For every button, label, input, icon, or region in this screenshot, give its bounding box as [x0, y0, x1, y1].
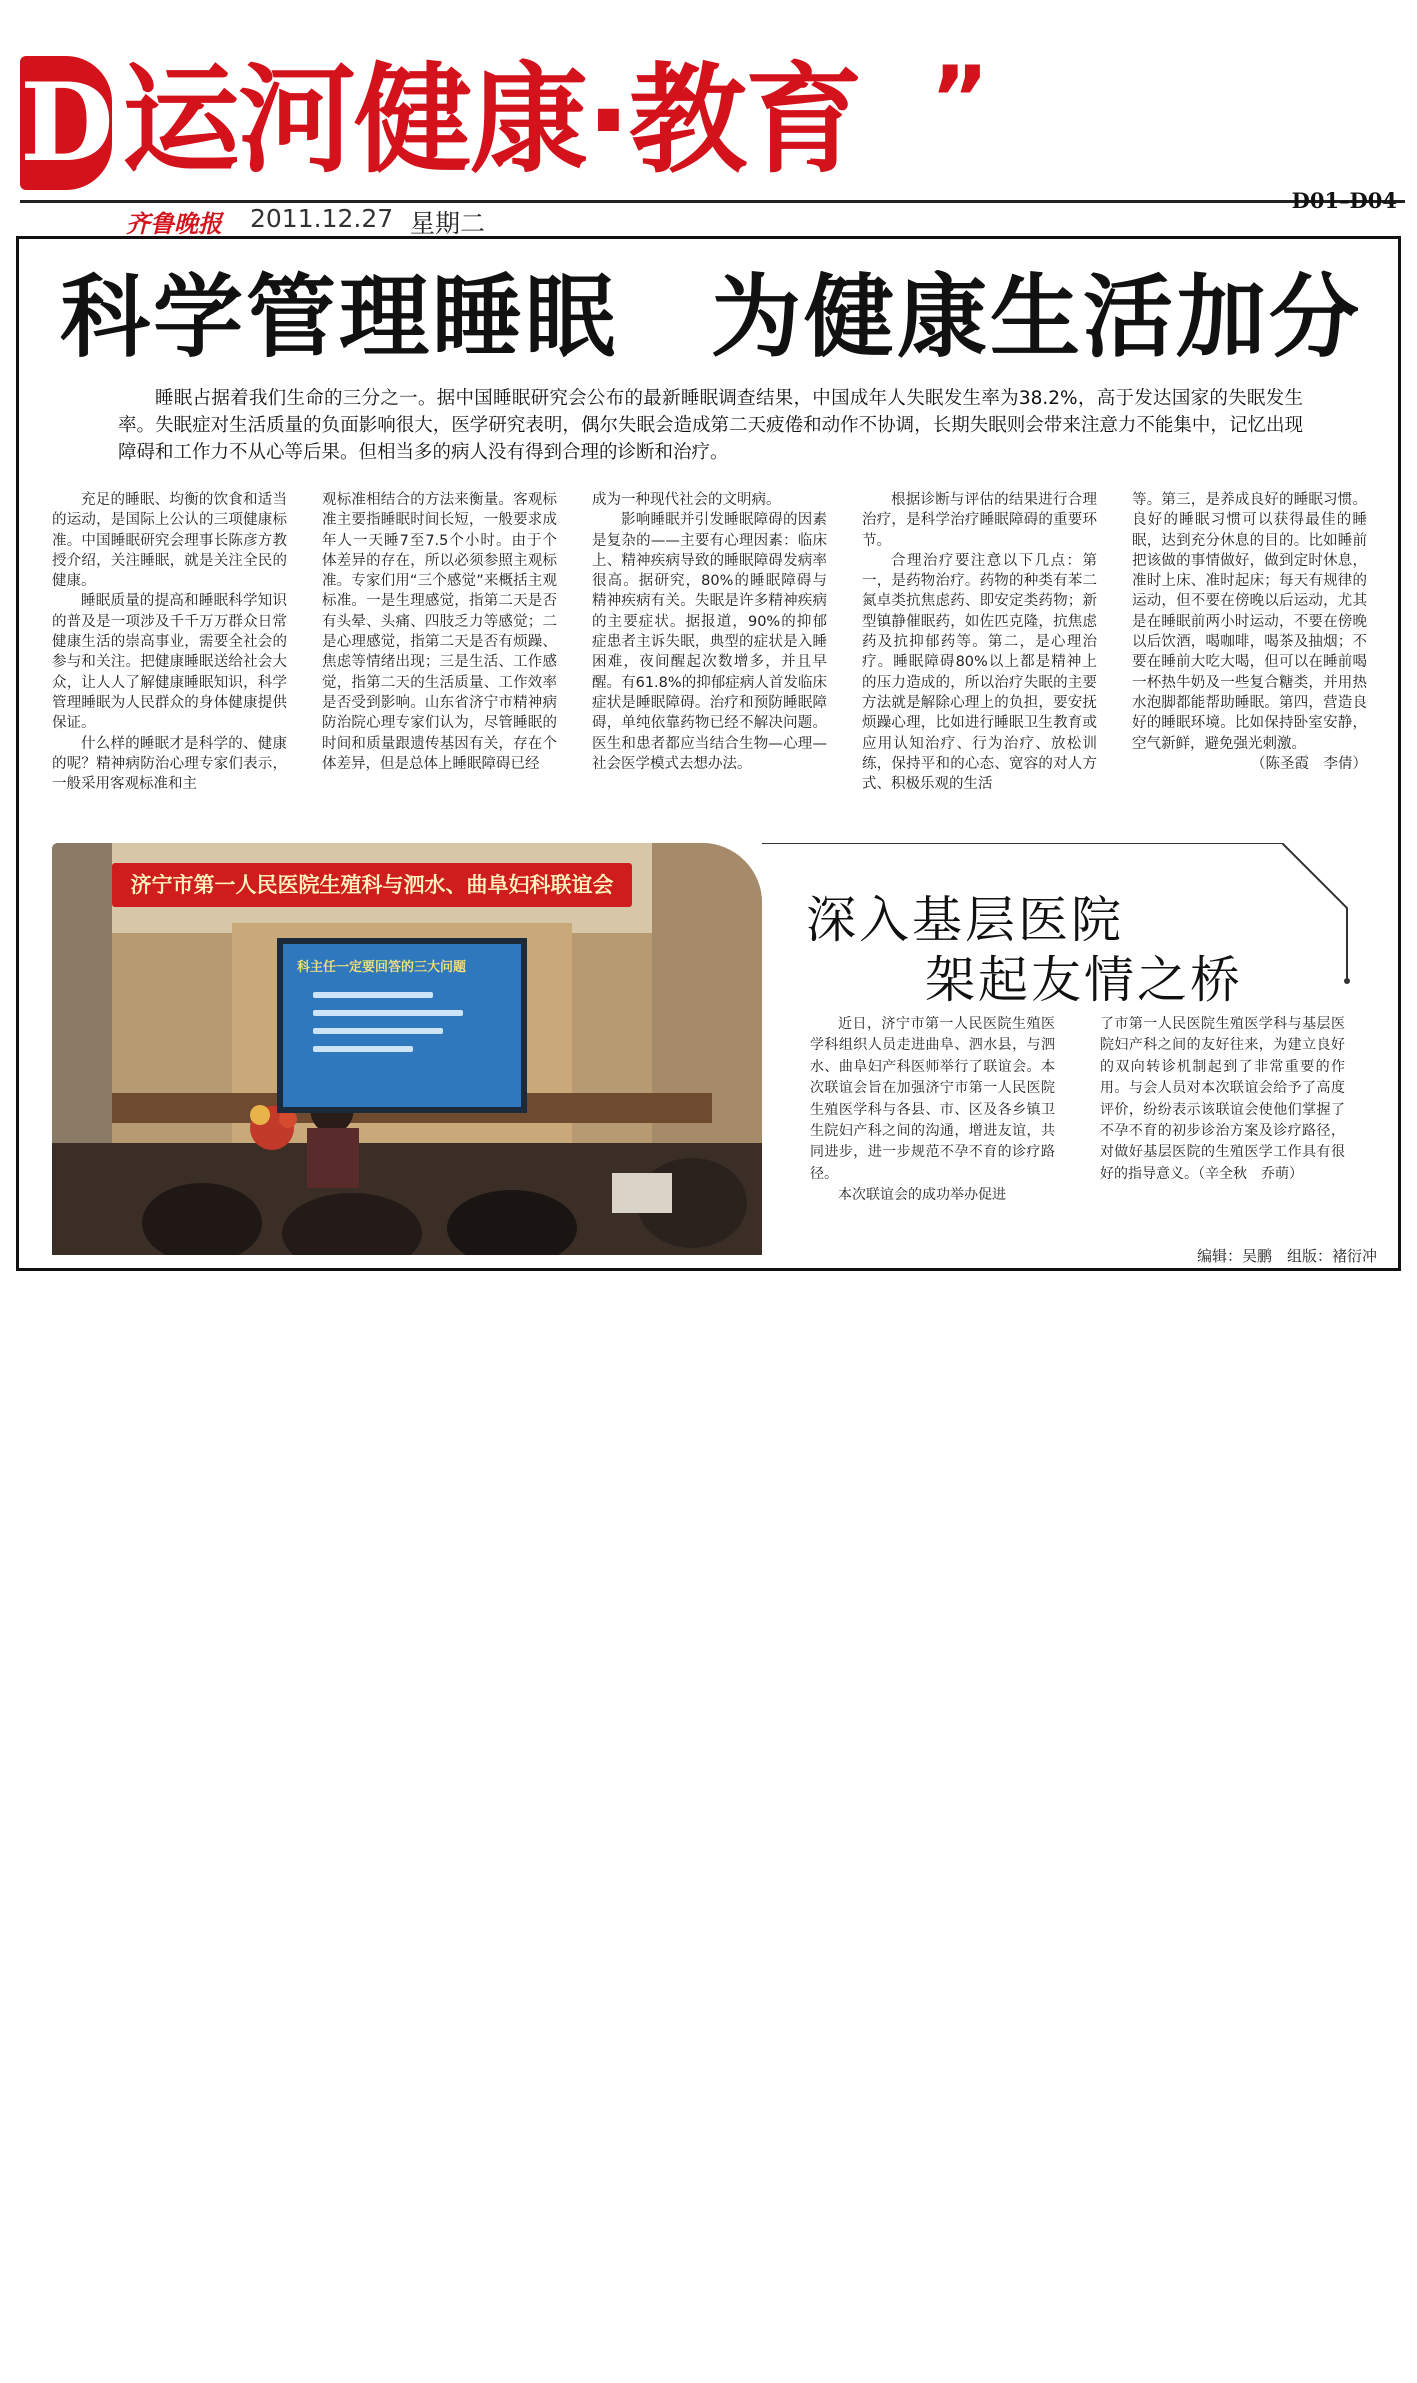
- paragraph: 成为一种现代社会的文明病。: [592, 492, 781, 508]
- paragraph: 合理治疗要注意以下几点：第一，是药物治疗。药物的种类有苯二氮卓类抗焦虑药、即安定类药物；新型镇静催眠药，如佐匹克隆，抗焦虑药及抗抑郁药等。第二，是心理治疗。睡眠障碍80%以上都是精神上的压力造成的，所以治疗失眠的主要方法就是解除心理上的负担，要安抚烦躁心理，比如进行睡眠卫生教育或应用认知治疗、行为治疗、放松训练，保持平和的心态、宽容的对人方式、积极乐观的生活: [862, 552, 1097, 793]
- projection-screen: [277, 938, 527, 1113]
- paragraph: 根据诊断与评估的结果进行合理治疗，是科学治疗睡眠障碍的重要环节。: [862, 492, 1097, 549]
- paragraph: 睡眠质量的提高和睡眠科学知识的普及是一项涉及千千万万群众日常健康生活的崇高事业，需要全社会的参与和关注。把健康睡眠送给社会大众，让人人了解健康睡眠知识，科学管理睡眠为人民群众的身体健康提供保证。: [52, 593, 287, 732]
- article-column-3: [592, 490, 827, 774]
- section-title: 运河健康·教育: [122, 51, 861, 189]
- paragraph: 充足的睡眠、均衡的饮食和适当的运动，是国际上公认的三项健康标准。中国睡眠研究会理事长陈彦方教授介绍，关注睡眠，就是关注全民的健康。: [52, 492, 287, 590]
- screen-title: 科主任一定要回答的三大问题: [297, 960, 467, 975]
- article-byline: （陈圣霞 李倩）: [1251, 755, 1367, 772]
- screen-text-line: [313, 1046, 413, 1052]
- masthead-rule: [20, 200, 1405, 203]
- issue-date: 2011.12.27: [250, 204, 394, 233]
- article-column-1: [52, 490, 287, 794]
- article-column-4: [862, 490, 1097, 794]
- section-quote-mark: ”: [930, 47, 990, 152]
- article2-headline-line1: 深入基层医院: [806, 891, 1124, 949]
- article2-headline-line2: 架起友情之桥: [925, 951, 1243, 1009]
- article2-column-2: [1100, 1014, 1345, 1185]
- paragraph: 本次联谊会的成功举办促进: [838, 1187, 1006, 1204]
- editor-credits: 编辑：吴鹏 组版：褚衍冲: [1196, 1247, 1377, 1265]
- paragraph: 了市第一人民医院生殖医学科与基层医院妇产科之间的友好往来，为建立良好的双向转诊机制起到了非常重要的作用。与会人员对本次联谊会给予了高度评价，纷纷表示该联谊会使他们掌握了不孕不育的初步诊治方案及诊疗路径，对做好基层医院的生殖医学工作具有很好的指导意义。（辛全秋 乔萌）: [1100, 1016, 1345, 1182]
- screen-text-line: [313, 1028, 443, 1034]
- article-column-2: [322, 490, 557, 774]
- screen-text-line: [313, 992, 433, 998]
- paragraph: 等。第三，是养成良好的睡眠习惯。良好的睡眠习惯可以获得最佳的睡眠，达到充分休息的目的。比如睡前把该做的事情做好，做到定时休息，准时上床、准时起床；每天有规律的运动，但不要在傍晚以后运动，尤其是在睡眠前两小时运动，不要在傍晚以后饮酒，喝咖啡，喝茶及抽烟；不要在睡前大吃大喝，但可以在睡前喝一杯热牛奶及一些复合糖类，并用热水泡脚都能帮助睡眠。第四，营造良好的睡眠环境。比如保持卧室安静，空气新鲜，避免强光刺激。: [1132, 492, 1367, 752]
- photo-banner: 济宁市第一人民医院生殖科与泗水、曲阜妇科联谊会: [112, 863, 632, 907]
- section-badge: D: [20, 56, 112, 190]
- paragraph: 观标准相结合的方法来衡量。客观标准主要指睡眠时间长短，一般要求成年人一天睡7至7.5个小时。由于个体差异的存在，所以必须参照主观标准。专家们用“三个感觉”来概括主观标准。一是生理感觉，指第二天是否有头晕、头痛、四肢乏力等感觉；二是心理感觉，指第二天是否有烦躁、焦虑等情绪出现；三是生活、工作感觉，指第二天的生活质量、工作效率是否受到影响。山东省济宁市精神病防治院心理专家们认为，尽管睡眠的时间和质量跟遗传基因有关，存在个体差异，但是总体上睡眠障碍已经: [322, 492, 557, 772]
- paragraph: 近日，济宁市第一人民医院生殖医学科组织人员走进曲阜、泗水县，与泗水、曲阜妇产科医师举行了联谊会。本次联谊会旨在加强济宁市第一人民医院生殖医学科与各县、市、区及各乡镇卫生院妇产科之间的沟通，增进友谊，共同进步，进一步规范不孕不育的诊疗路径。: [810, 1016, 1055, 1182]
- article-headline: 科学管理睡眠 为健康生活加分: [60, 265, 1362, 370]
- article-column-5: [1132, 490, 1367, 774]
- page-range: D01–D04: [1291, 188, 1397, 213]
- newspaper-logo: 齐鲁晚报: [126, 209, 222, 238]
- paragraph: 影响睡眠并引发睡眠障碍的因素是复杂的——主要有心理因素：临床上、精神疾病导致的睡眠障碍发病率很高。据研究，80%的睡眠障碍与精神疾病有关。失眠是许多精神疾病的主要症状。据报道，90%的抑郁症患者主诉失眠，典型的症状是入睡困难，夜间醒起次数增多，并且早醒。有61.8%的抑郁症病人首发临床症状是睡眠障碍。治疗和预防睡眠障碍，单纯依靠药物已经不解决问题。医生和患者都应当结合生物—心理—社会医学模式去想办法。: [592, 512, 827, 772]
- issue-weekday: 星期二: [410, 209, 486, 238]
- paragraph: 什么样的睡眠才是科学的、健康的呢？精神病防治心理专家们表示，一般采用客观标准和主: [52, 735, 287, 793]
- article-lead: 睡眠占据着我们生命的三分之一。据中国睡眠研究会公布的最新睡眠调查结果，中国成年人失眠发生率为38.2%，高于发达国家的失眠发生率。失眠症对生活质量的负面影响很大，医学研究表明，偶尔失眠会造成第二天疲倦和动作不协调，长期失眠则会带来注意力不能集中，记忆出现障碍和工作力不从心等后果。但相当多的病人没有得到合理的诊断和治疗。: [118, 388, 1303, 463]
- conference-photo: [52, 843, 762, 1255]
- article2-column-1: [810, 1014, 1055, 1207]
- screen-text-line: [313, 1010, 463, 1016]
